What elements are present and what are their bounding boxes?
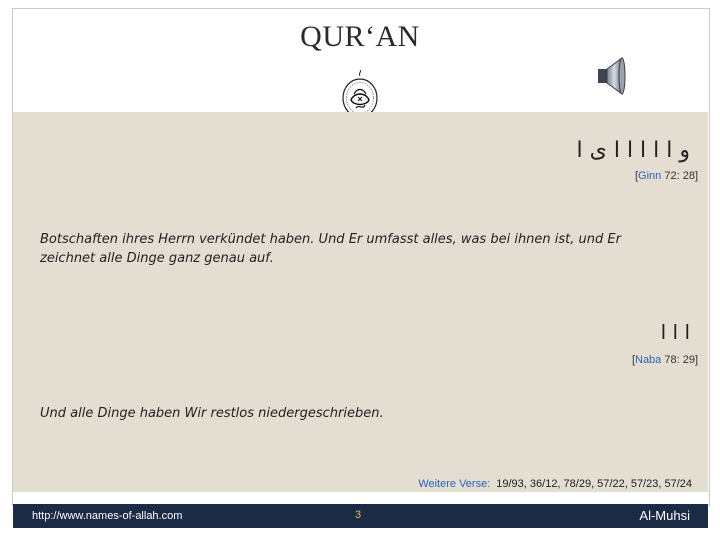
slide-title: QUR‘AN <box>300 20 420 53</box>
speaker-icon[interactable] <box>594 54 628 98</box>
verse1-ref-number: 72: 28] <box>664 170 698 182</box>
verse1-translation: Botschaften ihres Herrn verkündet haben. Und Er umfasst alles, was bei ihnen ist, und Er zeichnet alle Dinge ganz genau auf. <box>40 232 621 266</box>
verse1-reference: [Ginn 72: 28] <box>634 170 698 182</box>
more-verses-label: Weitere Verse: <box>418 478 491 490</box>
verse2-ref-number: 78: 29] <box>664 354 698 366</box>
footer-bar <box>13 504 708 528</box>
content-panel <box>13 112 708 492</box>
verse2-translation: Und alle Dinge haben Wir restlos niedergeschrieben. <box>40 406 384 421</box>
page-number: 3 <box>355 509 362 521</box>
footer-brand: Al-Muhsi <box>639 508 690 523</box>
verse1-sura: Ginn <box>638 170 662 182</box>
more-verses <box>418 478 692 490</box>
verse2-arabic: ا ا ا <box>660 320 690 344</box>
more-verses-list: 19/93, 36/12, 78/29, 57/22, 57/23, 57/24 <box>496 478 692 490</box>
verse2-sura: Naba <box>635 354 662 366</box>
footer-url-link[interactable]: http://www.names-of-allah.com <box>32 510 183 522</box>
verse2-reference: [Naba 78: 29] <box>631 354 698 366</box>
verse1-arabic: و ا ا ا ا ا ى ا <box>576 138 690 163</box>
